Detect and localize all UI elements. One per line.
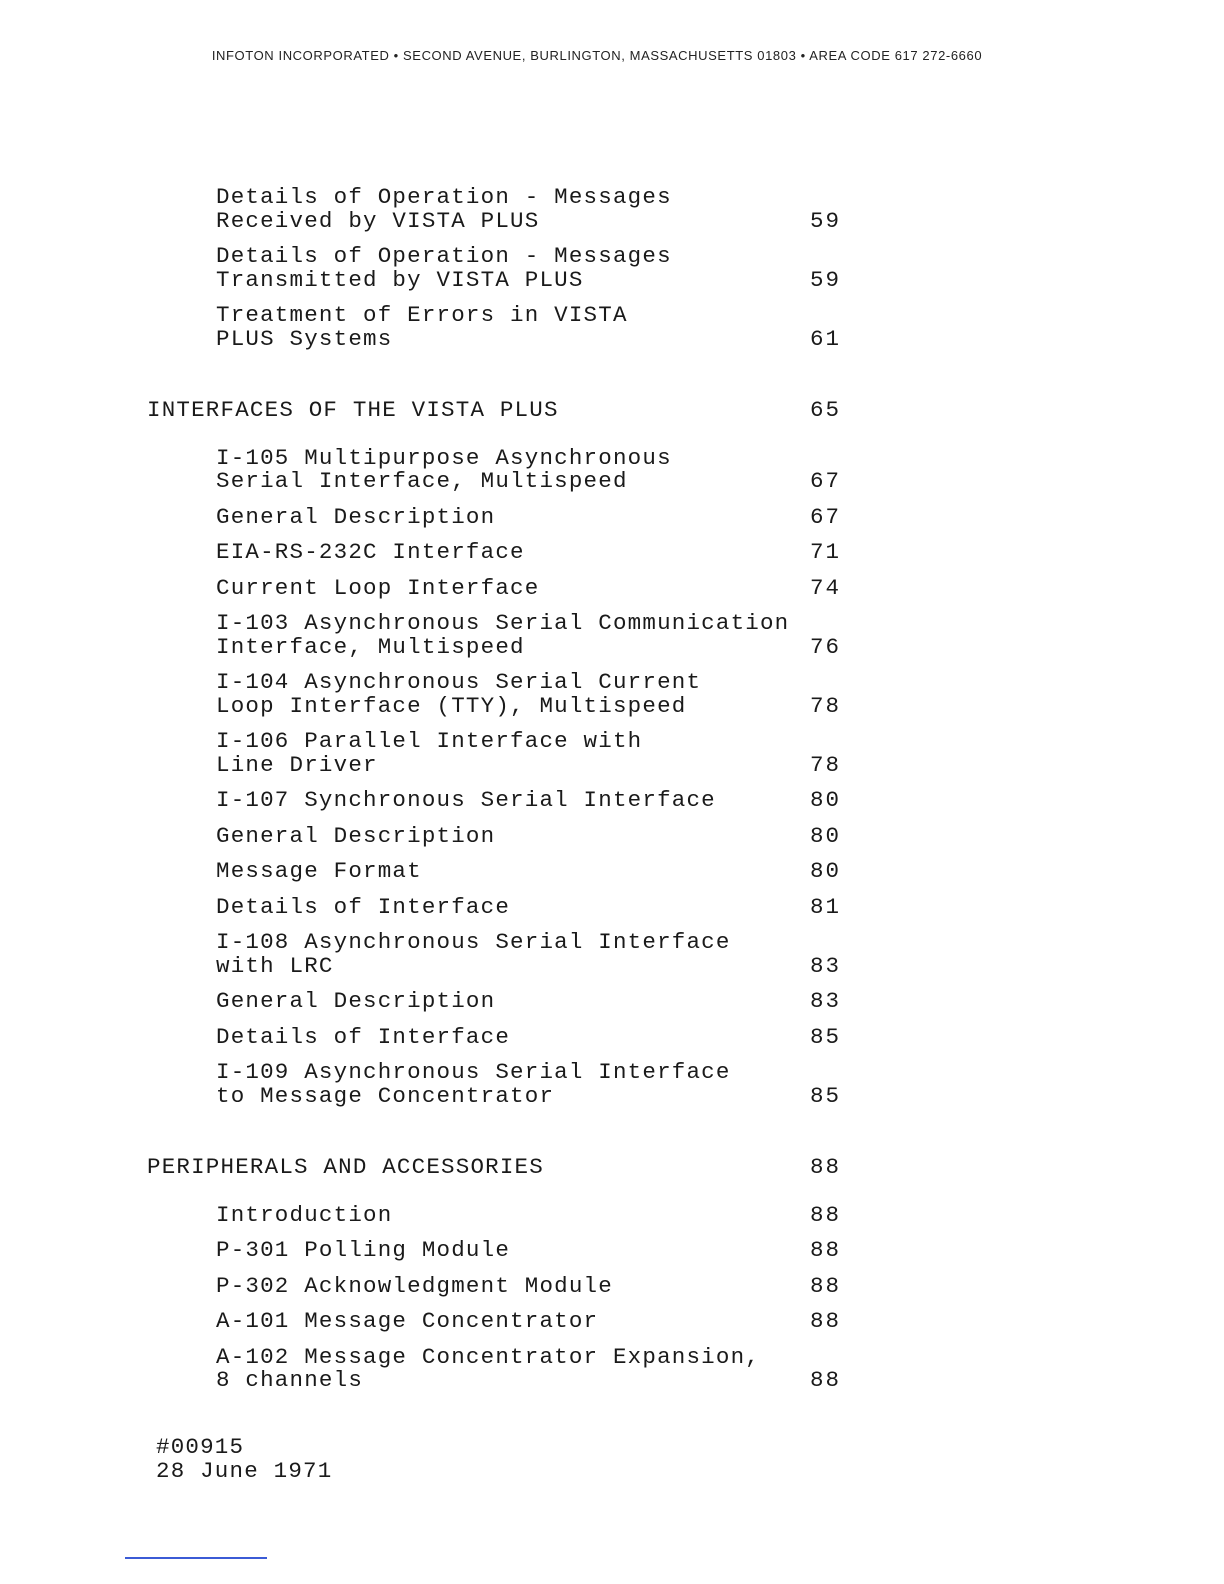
document-footer bbox=[156, 1435, 332, 1483]
toc-entry-title bbox=[216, 990, 1224, 1014]
toc-entry bbox=[0, 893, 1224, 920]
toc-entry bbox=[0, 822, 1224, 849]
toc-entry bbox=[0, 1272, 1224, 1299]
toc-entry-title-line: P-302 Acknowledgment Module bbox=[216, 1272, 613, 1299]
toc-entry-title-line: Loop Interface (TTY), Multispeed bbox=[216, 692, 687, 719]
toc-page-number: 85 bbox=[810, 1082, 842, 1109]
toc-page-number: 67 bbox=[810, 468, 842, 494]
toc-entry-title bbox=[216, 1272, 1224, 1299]
toc-entry-title bbox=[216, 245, 1224, 292]
toc-entry-title-line: I-108 Asynchronous Serial Interface bbox=[216, 929, 731, 955]
document-number: #00915 bbox=[156, 1434, 245, 1460]
toc-entry-title-line: A-102 Message Concentrator Expansion, bbox=[216, 1343, 760, 1370]
toc-page-number: 88 bbox=[810, 1201, 842, 1228]
toc-page-number: 78 bbox=[810, 692, 842, 719]
toc-entry-title-line: I-109 Asynchronous Serial Interface bbox=[216, 1059, 731, 1085]
toc-entry-title-line: Treatment of Errors in VISTA bbox=[216, 302, 628, 328]
toc-page-number: 78 bbox=[810, 751, 842, 778]
toc-entry-title bbox=[216, 1061, 1224, 1108]
toc-entry bbox=[0, 1061, 1224, 1108]
toc-entry-title-line: with LRC bbox=[216, 952, 334, 979]
toc-page-number: 67 bbox=[810, 503, 842, 530]
toc-entry bbox=[0, 304, 1224, 351]
toc-entry bbox=[0, 612, 1224, 659]
toc-entry-title bbox=[216, 444, 1224, 494]
toc-entry-title bbox=[216, 822, 1224, 849]
toc-page-number: 88 bbox=[810, 1367, 842, 1393]
toc-entry bbox=[0, 671, 1224, 718]
toc-entry-title-line: I-105 Multipurpose Asynchronous bbox=[216, 444, 672, 471]
toc-entry-title-line: Line Driver bbox=[216, 751, 378, 778]
toc-entry-title bbox=[216, 574, 1224, 601]
toc-entry bbox=[0, 730, 1224, 777]
toc-page-number: 81 bbox=[810, 893, 842, 920]
toc-entry-title bbox=[216, 730, 1224, 777]
toc-entry-title bbox=[216, 304, 1224, 351]
table-of-contents bbox=[0, 186, 1224, 1393]
margin-rule bbox=[125, 1557, 267, 1559]
toc-entry bbox=[0, 1343, 1224, 1393]
toc-page-number: 59 bbox=[810, 207, 842, 234]
toc-entry-title-line: I-107 Synchronous Serial Interface bbox=[216, 787, 716, 813]
toc-entry-title bbox=[216, 1201, 1224, 1228]
toc-entry-title-line: PERIPHERALS AND ACCESSORIES bbox=[147, 1154, 544, 1180]
toc-entry bbox=[0, 860, 1224, 884]
toc-page-number: 74 bbox=[810, 574, 842, 601]
toc-page-number: 88 bbox=[810, 1272, 842, 1299]
toc-entry-title bbox=[216, 612, 1224, 659]
toc-page-number: 83 bbox=[810, 988, 842, 1014]
toc-entry-title-line: General Description bbox=[216, 988, 496, 1014]
toc-entry bbox=[0, 186, 1224, 233]
toc-entry-title-line: I-104 Asynchronous Serial Current bbox=[216, 669, 702, 695]
toc-entry bbox=[0, 1023, 1224, 1050]
toc-entry-title bbox=[216, 503, 1224, 530]
toc-section-entry bbox=[0, 399, 1224, 423]
toc-entry-title bbox=[216, 186, 1224, 233]
toc-entry-title bbox=[216, 541, 1224, 565]
toc-entry bbox=[0, 1239, 1224, 1263]
toc-page-number: 83 bbox=[810, 952, 842, 979]
toc-entry-title-line: Details of Operation - Messages bbox=[216, 184, 672, 210]
toc-entry bbox=[0, 1201, 1224, 1228]
toc-entry bbox=[0, 245, 1224, 292]
toc-entry-title-line: Serial Interface, Multispeed bbox=[216, 468, 628, 494]
toc-entry bbox=[0, 503, 1224, 530]
toc-entry-title bbox=[216, 671, 1224, 718]
toc-entry bbox=[0, 1310, 1224, 1334]
toc-entry bbox=[0, 789, 1224, 813]
toc-page-number: 88 bbox=[810, 1154, 842, 1180]
toc-page-number: 61 bbox=[810, 325, 842, 352]
toc-entry-title-line: Details of Interface bbox=[216, 1023, 511, 1050]
toc-entry-title-line: PLUS Systems bbox=[216, 325, 393, 352]
toc-entry-title-line: to Message Concentrator bbox=[216, 1082, 555, 1109]
toc-entry-title-line: I-103 Asynchronous Serial Communication bbox=[216, 610, 790, 636]
toc-entry-title bbox=[147, 399, 1224, 423]
toc-entry-title-line: General Description bbox=[216, 503, 496, 530]
toc-section-entry bbox=[0, 1156, 1224, 1180]
toc-entry-title-line: P-301 Polling Module bbox=[216, 1237, 511, 1263]
toc-entry bbox=[0, 444, 1224, 494]
letterhead: INFOTON INCORPORATED • SECOND AVENUE, BURLINGTON, MASSACHUSETTS 01803 • AREA CODE 617 272-6660 bbox=[211, 48, 983, 63]
toc-entry bbox=[0, 541, 1224, 565]
toc-page-number: 80 bbox=[810, 822, 842, 849]
toc-entry-title bbox=[216, 893, 1224, 920]
toc-entry-title-line: EIA-RS-232C Interface bbox=[216, 539, 525, 565]
toc-page-number: 65 bbox=[810, 397, 842, 423]
toc-entry-title bbox=[216, 1343, 1224, 1393]
toc-entry-title-line: 8 channels bbox=[216, 1367, 364, 1393]
toc-entry-title-line: Introduction bbox=[216, 1201, 393, 1228]
toc-entry bbox=[0, 574, 1224, 601]
toc-entry-title-line: Message Format bbox=[216, 858, 422, 884]
toc-entry-title bbox=[216, 1239, 1224, 1263]
toc-entry bbox=[0, 990, 1224, 1014]
toc-entry-title-line: Details of Operation - Messages bbox=[216, 243, 672, 269]
toc-entry bbox=[0, 931, 1224, 978]
toc-entry-title-line: I-106 Parallel Interface with bbox=[216, 728, 643, 754]
toc-page-number: 88 bbox=[810, 1308, 842, 1334]
toc-entry-title-line: Interface, Multispeed bbox=[216, 633, 525, 660]
toc-page-number: 80 bbox=[810, 787, 842, 813]
toc-entry-title-line: Received by VISTA PLUS bbox=[216, 207, 540, 234]
toc-entry-title-line: General Description bbox=[216, 822, 496, 849]
toc-entry-title bbox=[216, 789, 1224, 813]
document-date: 28 June 1971 bbox=[156, 1458, 333, 1484]
toc-entry-title bbox=[147, 1156, 1224, 1180]
toc-entry-title-line: Current Loop Interface bbox=[216, 574, 540, 601]
toc-entry-title bbox=[216, 1023, 1224, 1050]
toc-entry-title-line: A-101 Message Concentrator bbox=[216, 1308, 599, 1334]
toc-page-number: 88 bbox=[810, 1237, 842, 1263]
toc-entry-title-line: Transmitted by VISTA PLUS bbox=[216, 266, 584, 293]
toc-entry-title-line: INTERFACES OF THE VISTA PLUS bbox=[147, 397, 559, 423]
toc-entry-title bbox=[216, 1310, 1224, 1334]
toc-entry-title bbox=[216, 931, 1224, 978]
toc-entry-title-line: Details of Interface bbox=[216, 893, 511, 920]
toc-page-number: 85 bbox=[810, 1023, 842, 1050]
toc-page-number: 76 bbox=[810, 633, 842, 660]
toc-entry-title bbox=[216, 860, 1224, 884]
toc-page-number: 71 bbox=[810, 539, 842, 565]
toc-page-number: 59 bbox=[810, 266, 842, 293]
toc-page-number: 80 bbox=[810, 858, 842, 884]
